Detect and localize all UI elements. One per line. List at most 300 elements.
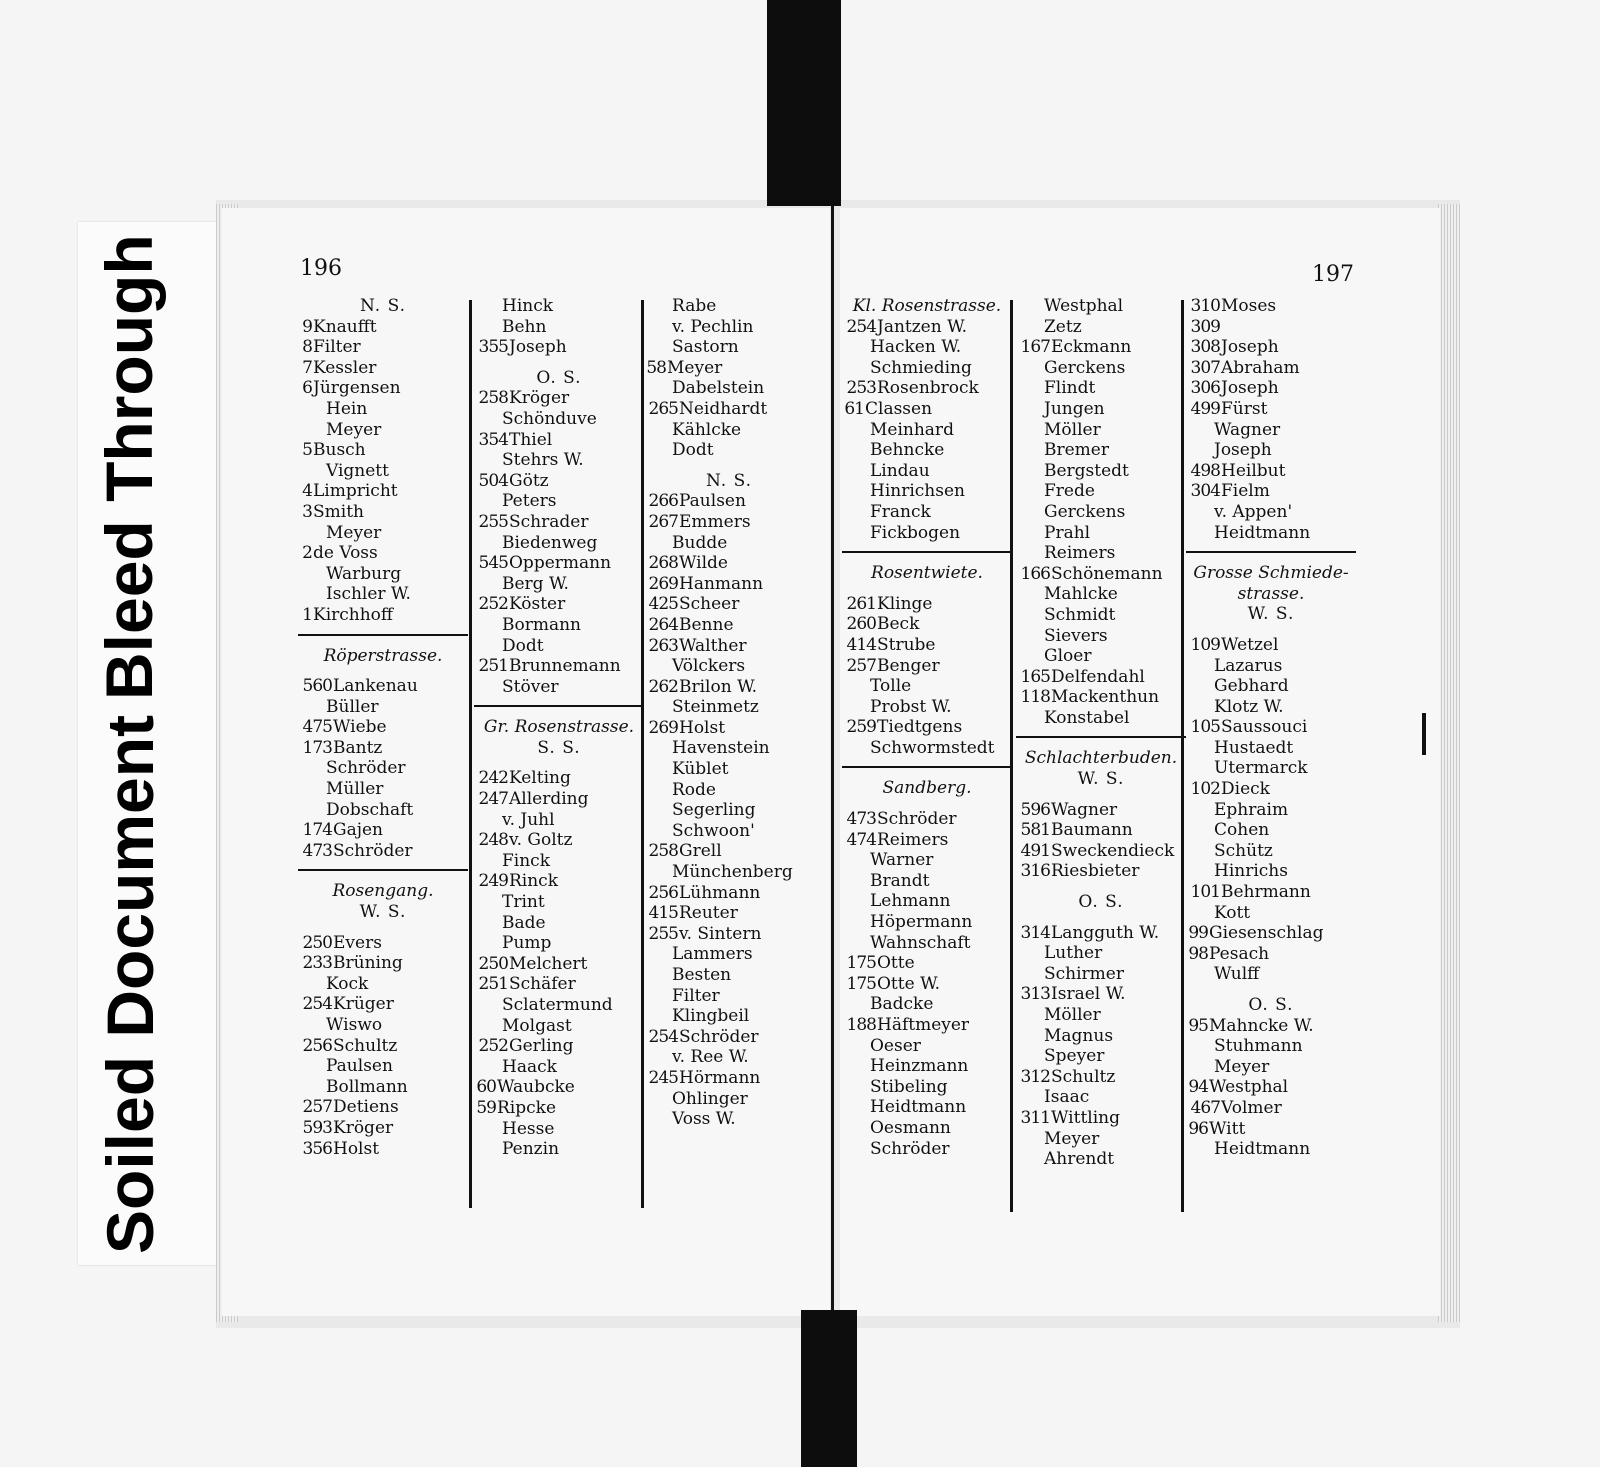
side-heading: O. S. (536, 367, 582, 388)
resident-name: Havenstein (672, 738, 770, 759)
resident-name: Warner (870, 850, 934, 871)
resident-name: Meyer (1044, 1128, 1100, 1149)
resident-name: Gerckens (1044, 357, 1126, 378)
directory-entry (474, 656, 644, 677)
house-number: 268 (648, 553, 678, 574)
spacer (842, 799, 1012, 809)
resident-name: Schröder (870, 1138, 950, 1159)
resident-name: Paulsen (326, 1056, 393, 1077)
column-divider-5 (1181, 300, 1184, 1212)
directory-entry (298, 1097, 468, 1118)
directory-entry (1186, 923, 1356, 944)
directory-entry (842, 594, 1012, 615)
resident-name: Jungen (1044, 398, 1105, 419)
house-number: 474 (846, 829, 876, 850)
resident-name: Volmer (1221, 1097, 1282, 1118)
directory-entry (474, 615, 644, 636)
resident-name: Stuhmann (1214, 1036, 1303, 1057)
resident-name: Israel W. (1051, 984, 1126, 1005)
section-rule (474, 705, 644, 707)
house-number: 504 (478, 470, 508, 491)
column-4 (842, 296, 1012, 1159)
resident-name: Behncke (870, 440, 945, 461)
side-heading: N. S. (705, 470, 753, 491)
directory-entry (474, 933, 644, 954)
directory-entry (474, 913, 644, 934)
house-number: 1 (302, 604, 312, 625)
resident-name: Benger (877, 655, 940, 676)
directory-entry (474, 1098, 644, 1119)
resident-name: Paulsen (679, 491, 746, 512)
directory-entry (644, 594, 814, 615)
house-number: 313 (1020, 984, 1050, 1005)
house-number: 263 (648, 635, 678, 656)
resident-name: Völckers (672, 656, 746, 677)
resident-name: Brüning (333, 953, 403, 974)
house-number: 475 (302, 717, 332, 738)
directory-entry (298, 378, 468, 399)
directory-entry (1186, 635, 1356, 656)
house-number: 311 (1020, 1107, 1050, 1128)
resident-name: Vignett (326, 460, 389, 481)
resident-name: Neidhardt (679, 398, 768, 419)
binding-strap-bottom (801, 1310, 857, 1467)
resident-name: Wulff (1214, 964, 1260, 985)
directory-entry (1016, 964, 1186, 985)
directory-entry (474, 974, 644, 995)
section-rule (298, 634, 468, 636)
resident-name: Meyer (326, 522, 382, 543)
resident-name: Isaac (1044, 1087, 1090, 1108)
directory-entry (842, 994, 1012, 1015)
resident-name: Heilbut (1221, 460, 1286, 481)
directory-entry (474, 450, 644, 471)
resident-name: Höpermann (870, 912, 973, 933)
resident-name: Ohlinger (672, 1088, 748, 1109)
resident-name: Dobschaft (326, 799, 414, 820)
resident-name: v. Goltz (509, 830, 573, 851)
house-number: 491 (1020, 840, 1050, 861)
directory-entry (644, 759, 814, 780)
directory-entry (1016, 646, 1186, 667)
resident-name: Rode (672, 779, 716, 800)
side-heading: S. S. (537, 737, 581, 758)
directory-entry (474, 388, 644, 409)
resident-name: Kröger (333, 1117, 394, 1138)
directory-entry (1186, 903, 1356, 924)
directory-entry (842, 1097, 1012, 1118)
directory-entry (298, 440, 468, 461)
directory-entry (298, 717, 468, 738)
directory-entry (1016, 337, 1186, 358)
resident-name: Hanmann (679, 573, 764, 594)
resident-name: Behrmann (1221, 882, 1311, 903)
directory-entry (1016, 420, 1186, 441)
directory-entry (1016, 1108, 1186, 1129)
directory-entry (1186, 656, 1356, 677)
directory-entry (1016, 984, 1186, 1005)
resident-name: Trint (502, 892, 545, 913)
directory-entry (474, 533, 644, 554)
directory-entry (1016, 564, 1186, 585)
side-heading: W. S. (1077, 769, 1125, 790)
house-number: 99 (1188, 923, 1208, 944)
resident-name: Tiedtgens (877, 717, 963, 738)
directory-entry (474, 594, 644, 615)
resident-name: Heidtmann (1214, 522, 1311, 543)
resident-name: Schwoon' (672, 820, 755, 841)
house-number: 425 (648, 594, 678, 615)
directory-entry (644, 1027, 814, 1048)
directory-entry (298, 337, 468, 358)
directory-entry (298, 933, 468, 954)
resident-name: Büller (326, 696, 379, 717)
directory-entry (1186, 1077, 1356, 1098)
directory-entry (474, 995, 644, 1016)
directory-entry (842, 738, 1012, 759)
directory-entry (474, 1139, 644, 1160)
directory-entry (298, 461, 468, 482)
resident-name: Hörmann (679, 1067, 761, 1088)
resident-name: Reuter (679, 903, 738, 924)
resident-name: Waubcke (497, 1077, 575, 1098)
directory-entry (842, 974, 1012, 995)
resident-name: Fürst (1221, 398, 1268, 419)
house-number: 266 (648, 491, 678, 512)
directory-entry (1186, 841, 1356, 862)
resident-name: Kirchhoff (313, 604, 393, 625)
directory-entry (644, 337, 814, 358)
resident-name: Joseph (1214, 440, 1272, 461)
directory-entry (842, 502, 1012, 523)
directory-entry (298, 841, 468, 862)
resident-name: Wetzel (1221, 634, 1279, 655)
section-rule (842, 766, 1012, 768)
side-heading: W. S. (1247, 604, 1295, 625)
house-number: 247 (478, 789, 508, 810)
resident-name: Schröder (679, 1026, 759, 1047)
resident-name: Limpricht (313, 481, 398, 502)
resident-name: Allerding (509, 789, 589, 810)
house-number: 118 (1020, 687, 1050, 708)
house-number: 166 (1020, 563, 1050, 584)
house-number: 250 (302, 932, 332, 953)
directory-entry (1016, 584, 1186, 605)
directory-entry (1016, 502, 1186, 523)
directory-entry (298, 974, 468, 995)
resident-name: Penzin (502, 1139, 560, 1160)
resident-name: Pump (502, 933, 552, 954)
resident-name: Knaufft (313, 316, 377, 337)
directory-entry (1186, 523, 1356, 544)
house-number: 473 (846, 809, 876, 830)
house-number: 256 (302, 1035, 332, 1056)
directory-entry (842, 850, 1012, 871)
resident-name: Sclatermund (502, 995, 613, 1015)
resident-name: Hinrichs (1214, 861, 1288, 882)
directory-entry (1016, 841, 1186, 862)
resident-name: Wagner (1051, 799, 1118, 820)
house-number: 175 (846, 973, 876, 994)
directory-entry (644, 903, 814, 924)
resident-name: Schröder (333, 840, 413, 861)
directory-entry (1016, 481, 1186, 502)
directory-entry (1016, 708, 1186, 729)
resident-name: Bremer (1044, 440, 1109, 461)
directory-entry (298, 523, 468, 544)
column-6 (1186, 296, 1356, 1160)
directory-entry (1186, 296, 1356, 317)
directory-entry (474, 851, 644, 872)
resident-name: Thiel (509, 429, 553, 450)
directory-entry (474, 871, 644, 892)
directory-entry (298, 953, 468, 974)
directory-entry (842, 830, 1012, 851)
directory-entry (474, 810, 644, 831)
house-number: 8 (302, 337, 312, 358)
directory-entry (474, 512, 644, 533)
resident-name: Fielm (1221, 481, 1270, 502)
resident-name: Benne (679, 614, 734, 635)
directory-entry (644, 512, 814, 533)
house-number: 260 (846, 614, 876, 635)
resident-name: Schmidt (1044, 604, 1116, 625)
house-number: 259 (846, 717, 876, 738)
directory-entry (1186, 1036, 1356, 1057)
resident-name: Pesach (1209, 943, 1270, 964)
resident-name: Brandt (870, 870, 930, 891)
resident-name: Luther (1044, 943, 1103, 964)
spacer (298, 923, 468, 933)
directory-entry (1016, 317, 1186, 338)
directory-entry (1016, 543, 1186, 564)
resident-name: Konstabel (1044, 707, 1130, 728)
directory-entry (644, 986, 814, 1007)
resident-name: Westphal (1209, 1077, 1289, 1098)
house-number: 251 (478, 656, 508, 677)
directory-entry (298, 564, 468, 585)
resident-name: Meyer (326, 419, 382, 440)
resident-name: Wahnschaft (870, 932, 971, 953)
directory-entry (842, 1056, 1012, 1077)
resident-name: Lehmann (870, 891, 951, 912)
resident-name: Müller (326, 779, 384, 800)
resident-name: Otte (877, 953, 915, 974)
house-number: 473 (302, 840, 332, 861)
directory-entry (1016, 378, 1186, 399)
directory-entry (1186, 676, 1356, 697)
directory-entry (842, 1036, 1012, 1057)
resident-name: Brilon W. (679, 676, 757, 697)
directory-entry (474, 471, 644, 492)
resident-name: Meyer (667, 357, 723, 378)
resident-name: Kröger (509, 388, 570, 409)
resident-name: Finck (502, 850, 551, 871)
resident-name: Schröder (326, 758, 406, 779)
house-number: 593 (302, 1117, 332, 1138)
resident-name: Melchert (509, 953, 588, 974)
resident-name: Haack (502, 1056, 557, 1077)
resident-name: Schäfer (509, 974, 576, 995)
directory-entry (1186, 1016, 1356, 1037)
directory-entry (474, 337, 644, 358)
directory-entry (644, 1089, 814, 1110)
house-number: 256 (648, 882, 678, 903)
resident-name: Kock (326, 973, 369, 994)
resident-name: Schönemann (1051, 563, 1163, 584)
house-number: 165 (1020, 666, 1050, 687)
house-number: 267 (648, 511, 678, 532)
resident-name: Möller (1044, 1005, 1101, 1025)
directory-entry (842, 481, 1012, 502)
directory-entry (1186, 717, 1356, 738)
resident-name: Wilde (679, 553, 728, 574)
directory-entry (1186, 779, 1356, 800)
directory-entry (842, 871, 1012, 892)
resident-name: Witt (1209, 1118, 1246, 1139)
resident-name: Bormann (502, 614, 582, 635)
house-number: 560 (302, 676, 332, 697)
directory-entry (474, 553, 644, 574)
resident-name: Stöver (502, 676, 559, 697)
house-number: 254 (846, 316, 876, 337)
side-heading: O. S. (1248, 995, 1294, 1015)
side-heading: W. S. (359, 902, 407, 923)
house-number: 9 (302, 316, 312, 337)
resident-name: Magnus (1044, 1025, 1114, 1046)
street-heading: Grosse Schmiede- (1193, 563, 1349, 584)
resident-name: Schultz (333, 1035, 398, 1056)
column-3 (644, 296, 814, 1130)
resident-name: Dodt (502, 635, 544, 656)
directory-entry (474, 1057, 644, 1078)
house-number: 255 (478, 511, 508, 532)
house-number: 252 (478, 1036, 508, 1057)
directory-entry (1186, 481, 1356, 502)
resident-name: Lankenau (333, 676, 418, 697)
resident-name: v. Juhl (502, 809, 555, 830)
resident-name: Brunnemann (509, 656, 621, 677)
side-heading: O. S. (1078, 892, 1124, 913)
resident-name: Beck (877, 614, 920, 635)
resident-name: Ahrendt (1044, 1149, 1115, 1170)
spacer (1186, 985, 1356, 995)
directory-entry (298, 697, 468, 718)
resident-name: Segerling (672, 800, 756, 821)
resident-name: Meinhard (870, 419, 954, 440)
house-number: 174 (302, 820, 332, 841)
house-number: 258 (478, 388, 508, 409)
resident-name: Lühmann (679, 882, 761, 903)
page-number-left: 196 (300, 256, 342, 281)
directory-entry (842, 953, 1012, 974)
resident-name: Hacken W. (870, 337, 962, 358)
resident-name: Sweckendieck (1051, 840, 1175, 861)
spacer (1016, 790, 1186, 800)
resident-name: Reimers (1044, 543, 1116, 564)
directory-entry (298, 1139, 468, 1160)
house-number: 252 (478, 594, 508, 615)
resident-name: Lindau (870, 460, 930, 481)
resident-name: Schwormstedt (870, 737, 995, 758)
directory-entry (1186, 378, 1356, 399)
directory-entry (644, 636, 814, 657)
resident-name: Baumann (1051, 820, 1133, 841)
directory-entry (298, 758, 468, 779)
resident-name: Ischler W. (326, 584, 411, 605)
resident-name: Hustaedt (1214, 737, 1294, 758)
resident-name: Probst W. (870, 696, 952, 717)
directory-entry (644, 296, 814, 317)
house-number: 581 (1020, 820, 1050, 841)
house-number: 314 (1020, 922, 1050, 943)
resident-name: Franck (870, 501, 931, 522)
resident-name: Schultz (1051, 1066, 1116, 1087)
directory-entry (474, 430, 644, 451)
house-number: 269 (648, 573, 678, 594)
directory-entry (1186, 358, 1356, 379)
directory-entry (1016, 667, 1186, 688)
directory-entry (1186, 461, 1356, 482)
resident-name: Bollmann (326, 1076, 408, 1097)
directory-entry (1186, 502, 1356, 523)
house-number: 269 (648, 717, 678, 738)
directory-entry (1186, 1119, 1356, 1140)
directory-entry (474, 954, 644, 975)
house-number: 188 (846, 1015, 876, 1035)
spacer (1016, 882, 1186, 892)
directory-entry (474, 768, 644, 789)
directory-entry (842, 697, 1012, 718)
house-number: 4 (302, 481, 312, 502)
resident-name: Schirmer (1044, 963, 1124, 984)
directory-entry (644, 553, 814, 574)
directory-entry (842, 420, 1012, 441)
directory-entry (842, 440, 1012, 461)
spacer (474, 358, 644, 368)
house-number: 309 (1190, 316, 1220, 337)
directory-entry (298, 779, 468, 800)
column-1 (298, 296, 468, 1159)
house-number: 250 (478, 953, 508, 974)
resident-name: Wagner (1214, 419, 1281, 440)
house-number: 499 (1190, 398, 1220, 419)
column-divider-2 (641, 300, 644, 1208)
resident-name: Häftmeyer (877, 1015, 970, 1035)
resident-name: Riesbieter (1051, 861, 1140, 882)
house-number: 175 (846, 953, 876, 974)
directory-entry (644, 615, 814, 636)
house-number: 59 (476, 1097, 496, 1118)
directory-entry (1016, 605, 1186, 626)
house-number: 264 (648, 614, 678, 635)
directory-entry (842, 337, 1012, 358)
house-number: 316 (1020, 861, 1050, 882)
directory-entry (1186, 337, 1356, 358)
house-number: 265 (648, 398, 678, 419)
resident-name: Oesmann (870, 1117, 951, 1138)
spacer (1016, 913, 1186, 923)
resident-name: Scheer (679, 594, 740, 615)
resident-name: Speyer (1044, 1046, 1105, 1067)
resident-name: Biedenweg (502, 532, 598, 553)
resident-name: Mackenthun (1051, 687, 1160, 708)
directory-entry (1016, 399, 1186, 420)
resident-name: Jürgensen (313, 378, 401, 399)
resident-name: Voss W. (672, 1109, 736, 1130)
resident-name: Gajen (333, 820, 383, 841)
resident-name: Schmieding (870, 357, 972, 378)
